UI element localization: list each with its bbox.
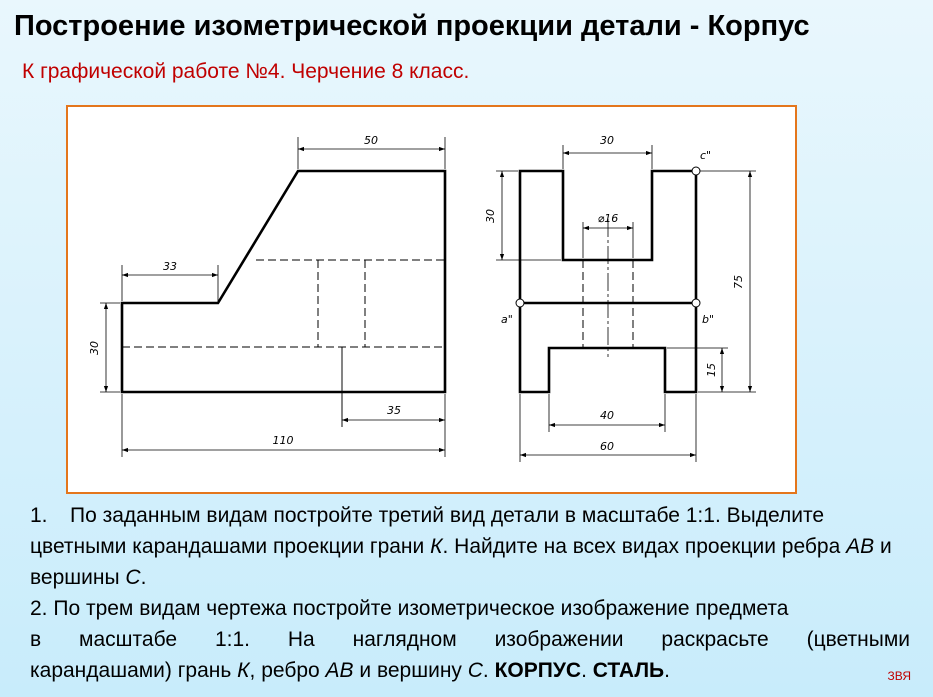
technical-drawing xyxy=(66,105,797,494)
task-2-part-name: КОРПУС xyxy=(494,659,582,682)
dim-15-label: 15 xyxy=(705,363,718,377)
front-view-outline xyxy=(122,171,445,392)
task-1-text-c: и вершины xyxy=(30,535,892,589)
task-2-text-b: , ребро xyxy=(249,659,326,682)
dim-40-label: 40 xyxy=(600,409,614,422)
vertex-a-label: a" xyxy=(501,313,513,326)
page-title: Построение изометрической проекции детали - Корпус xyxy=(14,10,810,42)
task-1-edge-ab: АВ xyxy=(846,535,875,558)
task-1-vertex-c: С xyxy=(125,566,141,589)
task-2-text-d: . xyxy=(482,659,495,682)
task-2-line-2: в масштабе 1:1. На наглядном изображении раскрасьте (цветными xyxy=(30,628,910,651)
task-1-text-d: . xyxy=(140,566,147,589)
vertex-c-marker xyxy=(692,167,700,175)
task-1-text-a: По заданным видам постройте третий вид детали в масштабе 1:1. Выделите цветными карандашами проекции грани xyxy=(30,504,825,558)
vertex-b-marker xyxy=(692,299,700,307)
drawing-canvas xyxy=(68,107,795,492)
dim-side-30-label: 30 xyxy=(600,134,614,147)
task-2-face-k: К xyxy=(237,659,250,682)
task-2-material: СТАЛЬ xyxy=(592,659,665,682)
dim-60-label: 60 xyxy=(600,440,614,453)
task-1-number: 1. xyxy=(30,504,48,527)
task-1-text-b: . Найдите на всех видах проекции ребра xyxy=(442,535,847,558)
vertex-a-marker xyxy=(516,299,524,307)
dim-110-label: 110 xyxy=(272,434,294,447)
page-subtitle: К графической работе №4. Черчение 8 класс. xyxy=(22,60,470,83)
task-text xyxy=(30,500,910,686)
task-1-face-k: К xyxy=(430,535,443,558)
task-2-separator: . xyxy=(581,659,593,682)
dim-diameter-16-label: ⌀16 xyxy=(597,212,619,225)
side-view xyxy=(484,134,756,462)
task-2-vertex-c: С xyxy=(467,659,483,682)
dim-33-label: 33 xyxy=(163,260,177,273)
task-2-text-c: и вершину xyxy=(353,659,468,682)
task-2-line-1: 2. По трем видам чертежа постройте изометрическое изображение предмета xyxy=(30,597,789,620)
dim-35-label: 35 xyxy=(387,404,401,417)
dim-side-30v-label: 30 xyxy=(484,209,497,223)
task-1 xyxy=(30,500,910,593)
task-2-edge-ab: АВ xyxy=(325,659,354,682)
author-signature: ЗВЯ xyxy=(887,669,911,683)
task-2-text-a: карандашами) грань xyxy=(30,659,238,682)
vertex-b-label: b" xyxy=(702,313,715,326)
dim-30-label: 30 xyxy=(88,341,101,355)
vertex-c-label: c" xyxy=(700,149,712,162)
task-2-text-end: . xyxy=(664,659,670,682)
dim-75-label: 75 xyxy=(732,275,745,289)
dim-50-label: 50 xyxy=(364,134,378,147)
task-2-line-3 xyxy=(30,655,910,686)
front-view xyxy=(88,134,445,457)
